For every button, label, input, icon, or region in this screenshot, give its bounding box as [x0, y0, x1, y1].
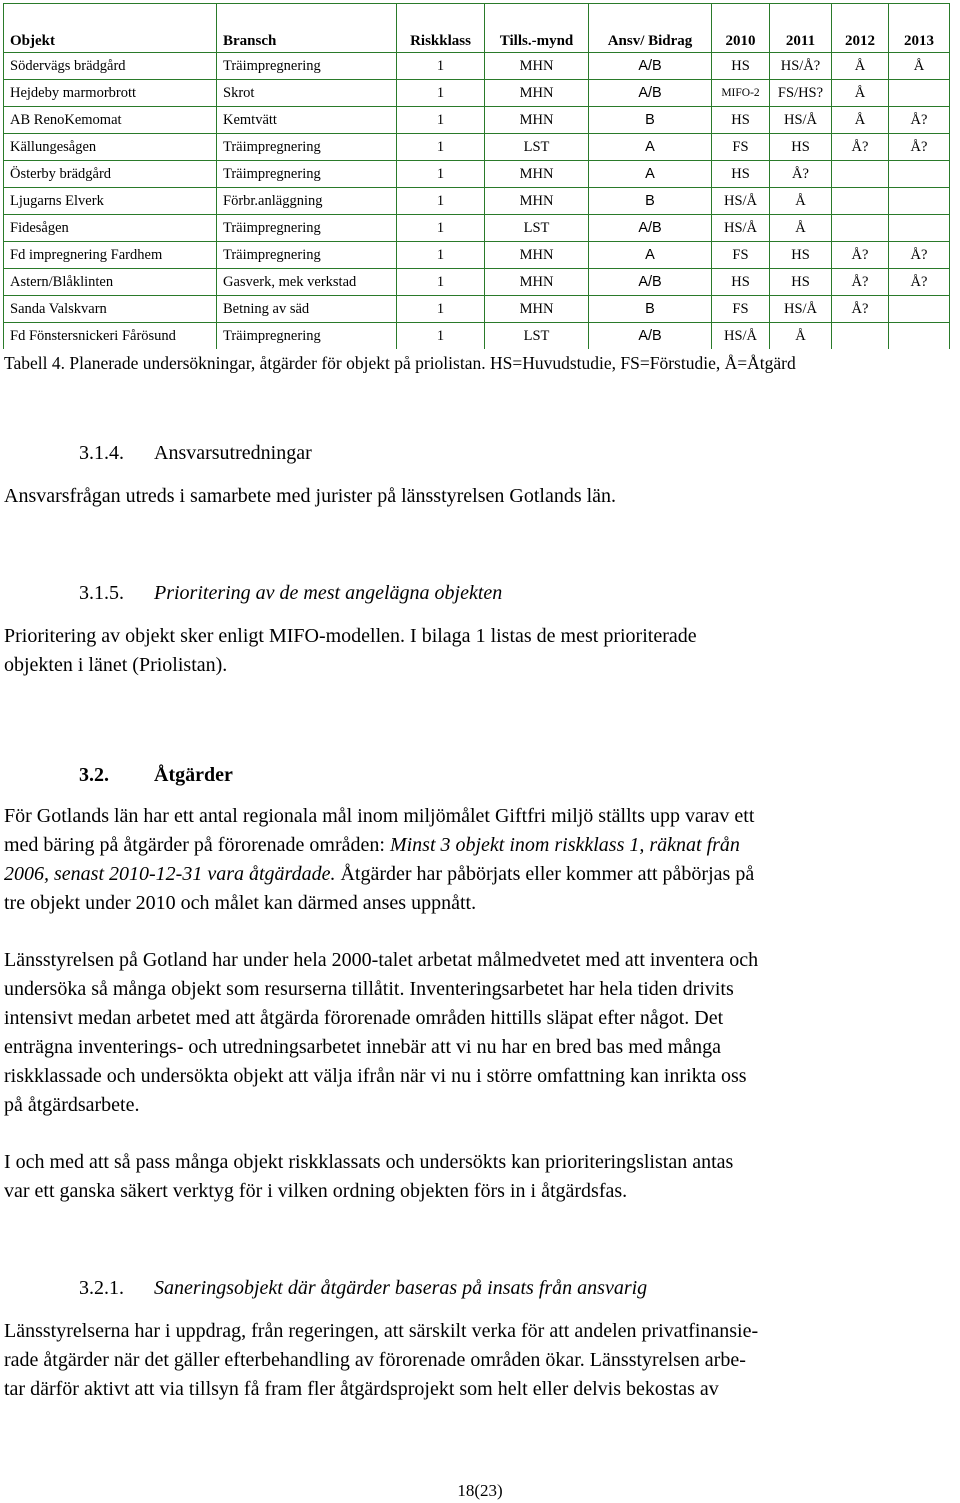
text-line: Länsstyrelserna har i uppdrag, från regeringen, att särskilt verka för att andelen privatfinansie- [4, 1320, 759, 1342]
table-cell: LST [485, 323, 589, 350]
table-cell: MHN [485, 269, 589, 296]
table-cell: LST [485, 134, 589, 161]
table-cell: Gasverk, mek verkstad [217, 269, 397, 296]
section-number: 3.1.4. [79, 442, 124, 464]
table-cell: FS [712, 296, 770, 323]
section-number: 3.1.5. [79, 582, 124, 604]
table-row [4, 107, 950, 134]
section-title: Saneringsobjekt där åtgärder baseras på insats från ansvarig [154, 1277, 648, 1299]
column-header: Riskklass [397, 4, 485, 53]
column-header: 2010 [712, 4, 770, 53]
table-cell: 1 [397, 161, 485, 188]
table-cell: Förbr.anläggning [217, 188, 397, 215]
column-header: Objekt [4, 4, 217, 53]
text-line [4, 860, 949, 889]
table-cell: Å [770, 323, 832, 350]
column-header: 2012 [832, 4, 889, 53]
table-row [4, 242, 950, 269]
section-title: Åtgärder [154, 764, 233, 786]
table-cell [889, 161, 950, 188]
table-cell: Å? [832, 242, 889, 269]
italic-goal-text: 2006, senast 2010-12-31 vara åtgärdade. [4, 863, 336, 885]
table-cell: Fd Fönstersnickeri Fårösund [4, 323, 217, 350]
table-cell: A/B [589, 53, 712, 80]
table-cell: Astern/Blåklinten [4, 269, 217, 296]
table-cell: Å [832, 53, 889, 80]
table-cell: Å? [889, 242, 950, 269]
table-cell: Träimpregnering [217, 323, 397, 350]
table-cell: 1 [397, 53, 485, 80]
section-title: Ansvarsutredningar [154, 442, 312, 464]
paragraph-ansvarsutredningar [4, 482, 949, 511]
objects-table [3, 3, 950, 349]
text-segment: med bäring på åtgärder på förorenade områden: [4, 834, 390, 856]
table-cell: B [589, 107, 712, 134]
column-header: Bransch [217, 4, 397, 53]
table-cell [832, 188, 889, 215]
table-row [4, 188, 950, 215]
text-line: I och med att så pass många objekt riskklassats och undersökts kan prioriteringslistan antas [4, 1151, 734, 1173]
section-title: Prioritering av de mest angelägna objekten [154, 582, 503, 604]
table-cell: A [589, 161, 712, 188]
table-row [4, 323, 950, 350]
table-row [4, 215, 950, 242]
table-cell [889, 215, 950, 242]
paragraph-atgarder-1 [4, 802, 949, 918]
text-line: Ansvarsfrågan utreds i samarbete med jurister på länsstyrelsen Gotlands län. [4, 485, 617, 507]
table-cell: HS [712, 53, 770, 80]
paragraph-prioritering [4, 622, 949, 680]
table-cell: MHN [485, 53, 589, 80]
table-cell: HS [712, 107, 770, 134]
column-header: 2013 [889, 4, 950, 53]
table-cell: HS/Å [770, 107, 832, 134]
table-cell: MHN [485, 188, 589, 215]
table-cell: HS [712, 161, 770, 188]
table-row [4, 134, 950, 161]
table-cell: HS [770, 134, 832, 161]
text-line: objekten i länet (Priolistan). [4, 654, 228, 676]
table-cell: HS/Å [712, 215, 770, 242]
table-cell: B [589, 296, 712, 323]
table-cell: A/B [589, 215, 712, 242]
table-cell [889, 188, 950, 215]
table-cell: Å? [889, 134, 950, 161]
table-cell: Å [832, 107, 889, 134]
heading-3-2-1 [79, 1277, 647, 1300]
table-cell: Å [770, 188, 832, 215]
table-cell [889, 80, 950, 107]
text-line: enträgna inventerings- och utredningsarbetet innebär att vi nu har en bred bas med många [4, 1036, 721, 1058]
table-cell: MHN [485, 242, 589, 269]
table-cell: 1 [397, 296, 485, 323]
table-row [4, 161, 950, 188]
table-cell: MHN [485, 161, 589, 188]
heading-3-1-5 [79, 582, 502, 605]
table-cell: 1 [397, 242, 485, 269]
table-row [4, 269, 950, 296]
table-cell: HS/Å [770, 296, 832, 323]
text-segment: Åtgärder har påbörjats eller kommer att påbörjas på [335, 863, 755, 885]
table-row [4, 53, 950, 80]
table-cell [889, 323, 950, 350]
table-header-row [4, 4, 950, 53]
table-cell: Träimpregnering [217, 134, 397, 161]
italic-goal-text: Minst 3 objekt inom riskklass 1, räknat från [389, 834, 740, 856]
table-cell: Å? [832, 269, 889, 296]
table-cell: Källungesågen [4, 134, 217, 161]
table-cell: 1 [397, 215, 485, 242]
paragraph-atgarder-2 [4, 946, 949, 1120]
table-cell: Ljugarns Elverk [4, 188, 217, 215]
table-cell: MIFO-2 [712, 80, 770, 107]
column-header: Ansv/ Bidrag [589, 4, 712, 53]
text-line: tar därför aktivt att via tillsyn få fram fler åtgärdsprojekt som helt eller delvis bekostas av [4, 1378, 719, 1400]
text-line: För Gotlands län har ett antal regionala mål inom miljömålet Giftfri miljö ställts upp varav ett [4, 805, 755, 827]
text-line: riskklassade och undersökta objekt att välja ifrån när vi nu i större omfattning kan inrikta oss [4, 1065, 747, 1087]
table-cell: HS/Å [712, 188, 770, 215]
table-cell: Å? [889, 107, 950, 134]
table-cell: HS/Å? [770, 53, 832, 80]
table-cell: A [589, 242, 712, 269]
table-cell: 1 [397, 188, 485, 215]
paragraph-atgarder-3 [4, 1148, 949, 1206]
table-cell: 1 [397, 269, 485, 296]
table-cell: Fidesågen [4, 215, 217, 242]
table-cell: MHN [485, 80, 589, 107]
table-cell: FS/HS? [770, 80, 832, 107]
text-line: på åtgärdsarbete. [4, 1094, 140, 1116]
heading-3-1-4 [79, 442, 312, 465]
table-cell [832, 323, 889, 350]
column-header: Tills.-mynd [485, 4, 589, 53]
table-cell: Fd impregnering Fardhem [4, 242, 217, 269]
table-cell: B [589, 188, 712, 215]
table-cell: 1 [397, 107, 485, 134]
table-cell: Träimpregnering [217, 242, 397, 269]
table-cell: Kemtvätt [217, 107, 397, 134]
table-cell: A/B [589, 323, 712, 350]
page-number: 18(23) [457, 1481, 503, 1500]
table-cell: 1 [397, 80, 485, 107]
table-cell: Sanda Valskvarn [4, 296, 217, 323]
text-line: tre objekt under 2010 och målet kan därmed anses uppnått. [4, 892, 477, 914]
table-cell: Å [770, 215, 832, 242]
table-cell: A/B [589, 80, 712, 107]
table-cell: LST [485, 215, 589, 242]
text-line: var ett ganska säkert verktyg för i vilken ordning objekten förs in i åtgärdsfas. [4, 1180, 628, 1202]
heading-3-2 [79, 764, 233, 787]
table-cell: FS [712, 134, 770, 161]
table-cell: Träimpregnering [217, 161, 397, 188]
table-cell: Å [889, 53, 950, 80]
text-line: intensivt medan arbetet med att åtgärda förorenade områden hittills släpat efter något. Det [4, 1007, 724, 1029]
text-line [4, 831, 949, 860]
table-cell: Å? [832, 296, 889, 323]
table-cell: FS [712, 242, 770, 269]
table-cell: AB RenoKemomat [4, 107, 217, 134]
table-cell [832, 161, 889, 188]
table-cell: MHN [485, 296, 589, 323]
table-cell: Å? [889, 269, 950, 296]
table-cell [889, 296, 950, 323]
table-row [4, 296, 950, 323]
table-cell: Å [832, 80, 889, 107]
table-cell: HS/Å [712, 323, 770, 350]
table-cell: HS [770, 269, 832, 296]
table-cell: 1 [397, 134, 485, 161]
text-line: Länsstyrelsen på Gotland har under hela 2000-talet arbetat målmedvetet med att inventera och [4, 949, 759, 971]
table-cell: Träimpregnering [217, 53, 397, 80]
table-cell: A/B [589, 269, 712, 296]
column-header: 2011 [770, 4, 832, 53]
table-caption: Tabell 4. Planerade undersökningar, åtgärder för objekt på priolistan. HS=Huvudstudie, FS=Förstudie, Å=Åtgärd [4, 353, 796, 373]
table-cell: Södervägs brädgård [4, 53, 217, 80]
table-cell: Skrot [217, 80, 397, 107]
table-cell: A [589, 134, 712, 161]
table-cell: HS [712, 269, 770, 296]
section-number: 3.2.1. [79, 1277, 124, 1299]
table-cell: Hejdeby marmorbrott [4, 80, 217, 107]
text-line: rade åtgärder när det gäller efterbehandling av förorenade områden ökar. Länsstyrelsen arbe- [4, 1349, 746, 1371]
table-cell: Betning av säd [217, 296, 397, 323]
table-cell: Å? [770, 161, 832, 188]
table-cell: Å? [832, 134, 889, 161]
table-row [4, 80, 950, 107]
paragraph-saneringsobjekt [4, 1317, 949, 1404]
table-cell: Österby brädgård [4, 161, 217, 188]
table-cell: Träimpregnering [217, 215, 397, 242]
table-cell [832, 215, 889, 242]
text-line: undersöka så många objekt som resurserna tillåtit. Inventeringsarbetet har hela tiden drivits [4, 978, 734, 1000]
table-cell: MHN [485, 107, 589, 134]
section-number: 3.2. [79, 764, 109, 786]
table-cell: 1 [397, 323, 485, 350]
table-cell: HS [770, 242, 832, 269]
text-line: Prioritering av objekt sker enligt MIFO-modellen. I bilaga 1 listas de mest prioriterade [4, 625, 697, 647]
